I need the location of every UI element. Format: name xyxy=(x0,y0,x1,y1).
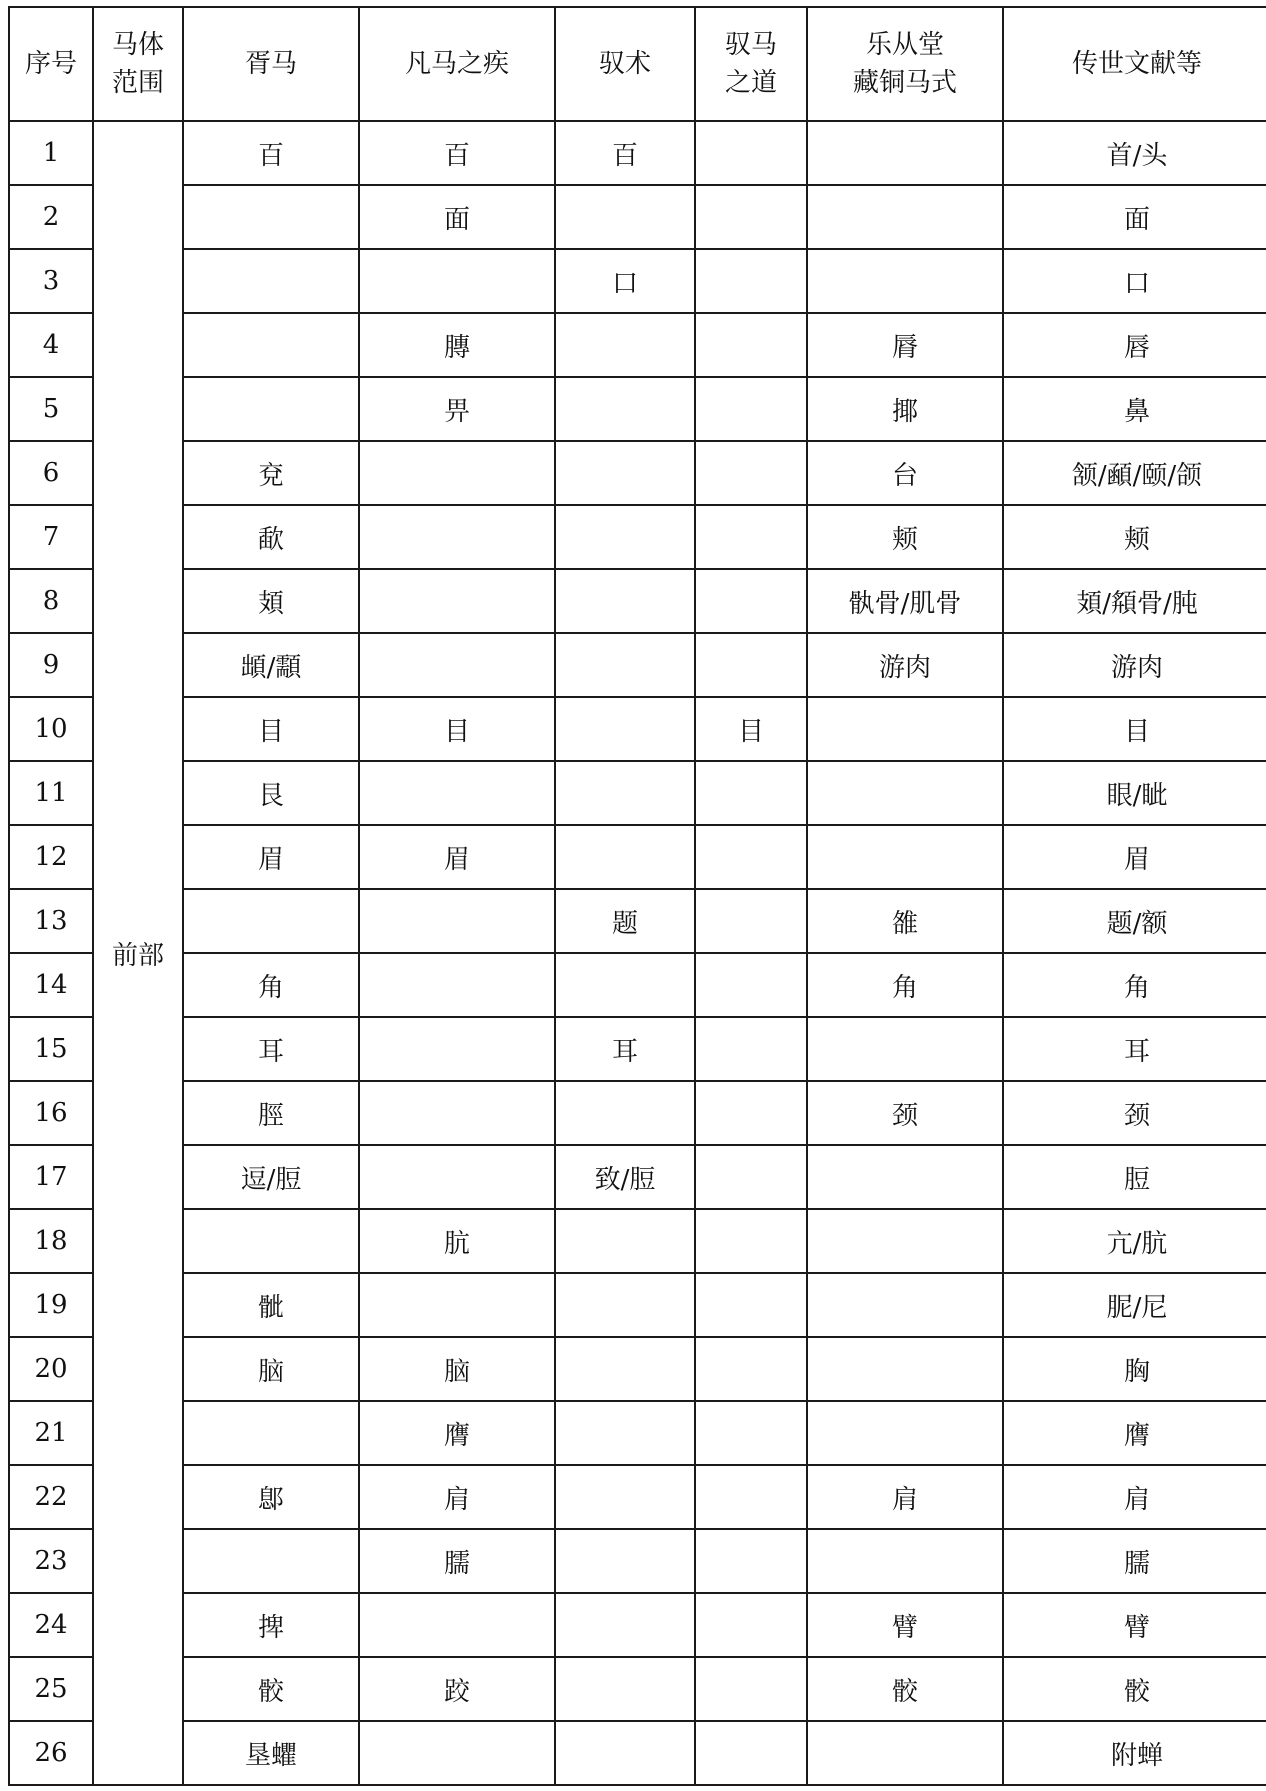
row-index-cell: 1 xyxy=(9,121,93,185)
row-index-cell: 7 xyxy=(9,505,93,569)
row-index-cell: 20 xyxy=(9,1337,93,1401)
table-cell xyxy=(555,1465,695,1529)
table-cell: 骹 xyxy=(807,1657,1003,1721)
table-body xyxy=(9,121,1266,1785)
table-row xyxy=(9,121,1266,185)
table-row xyxy=(9,505,1266,569)
table-cell: 脑 xyxy=(359,1337,555,1401)
table-cell: 颈 xyxy=(1003,1081,1266,1145)
table-cell xyxy=(695,1273,807,1337)
table-cell xyxy=(555,377,695,441)
table-row xyxy=(9,1721,1266,1785)
table-cell xyxy=(555,441,695,505)
table-cell: 肩 xyxy=(359,1465,555,1529)
table-cell xyxy=(359,633,555,697)
table-cell xyxy=(695,1657,807,1721)
table-cell: 垦蠷 xyxy=(183,1721,359,1785)
table-cell: 骹 xyxy=(183,1657,359,1721)
table-cell: 艮 xyxy=(183,761,359,825)
table-row xyxy=(9,1337,1266,1401)
table-cell xyxy=(695,1721,807,1785)
header-line: 胥马 xyxy=(244,49,297,79)
table-cell: 兗 xyxy=(183,441,359,505)
table-cell: 肩 xyxy=(807,1465,1003,1529)
header-line: 传世文献等 xyxy=(1071,49,1202,79)
table-cell xyxy=(555,313,695,377)
row-index-cell: 24 xyxy=(9,1593,93,1657)
header-line: 马体 xyxy=(111,30,164,60)
table-cell: 口 xyxy=(1003,249,1266,313)
table-cell xyxy=(695,825,807,889)
table-cell xyxy=(555,1529,695,1593)
row-index-cell: 22 xyxy=(9,1465,93,1529)
table-row xyxy=(9,761,1266,825)
table-cell: 脰 xyxy=(1003,1145,1266,1209)
table-cell xyxy=(695,1209,807,1273)
table-cell xyxy=(807,761,1003,825)
table-cell: 百 xyxy=(555,121,695,185)
table-cell: 臑 xyxy=(1003,1529,1266,1593)
table-row xyxy=(9,249,1266,313)
table-cell: 题/额 xyxy=(1003,889,1266,953)
table-cell xyxy=(183,1529,359,1593)
table-cell: 附蝉 xyxy=(1003,1721,1266,1785)
header-fanma-zhiji xyxy=(359,7,555,121)
table-cell: 题 xyxy=(555,889,695,953)
row-index-cell: 8 xyxy=(9,569,93,633)
table-cell xyxy=(555,185,695,249)
table-cell xyxy=(695,441,807,505)
table-cell xyxy=(695,1145,807,1209)
table-cell xyxy=(183,1209,359,1273)
table-cell xyxy=(555,1209,695,1273)
table-cell xyxy=(695,953,807,1017)
table-cell: 颈 xyxy=(807,1081,1003,1145)
table-row xyxy=(9,953,1266,1017)
table-cell xyxy=(695,889,807,953)
header-line: 驭术 xyxy=(598,49,651,79)
table-row xyxy=(9,569,1266,633)
table-cell xyxy=(359,1593,555,1657)
table-cell xyxy=(359,1081,555,1145)
row-index-cell: 5 xyxy=(9,377,93,441)
table-cell: 目 xyxy=(695,697,807,761)
table-cell xyxy=(695,1593,807,1657)
table-cell: 颔/顄/颐/颌 xyxy=(1003,441,1266,505)
table-row xyxy=(9,889,1266,953)
table-cell: 畀 xyxy=(359,377,555,441)
table-cell xyxy=(807,1721,1003,1785)
table-cell xyxy=(555,1657,695,1721)
table-cell: 角 xyxy=(183,953,359,1017)
table-cell: 鼻 xyxy=(1003,377,1266,441)
row-index-cell: 6 xyxy=(9,441,93,505)
header-line: 凡马之疾 xyxy=(404,49,509,79)
table-cell: 鄎 xyxy=(183,1465,359,1529)
table-cell: 游肉 xyxy=(807,633,1003,697)
table-row xyxy=(9,1401,1266,1465)
table-cell xyxy=(695,505,807,569)
row-index-cell: 19 xyxy=(9,1273,93,1337)
table-cell: 面 xyxy=(1003,185,1266,249)
row-index-cell: 10 xyxy=(9,697,93,761)
header-line: 驭马 xyxy=(724,30,777,60)
table-cell xyxy=(807,1529,1003,1593)
table-row xyxy=(9,1273,1266,1337)
table-cell xyxy=(695,249,807,313)
header-line: 之道 xyxy=(724,68,777,98)
table-row xyxy=(9,185,1266,249)
table-cell xyxy=(695,1529,807,1593)
table-cell: 臂 xyxy=(807,1593,1003,1657)
table-cell: 百 xyxy=(359,121,555,185)
table-cell: 膺 xyxy=(1003,1401,1266,1465)
table-cell xyxy=(183,185,359,249)
row-index-cell: 17 xyxy=(9,1145,93,1209)
table-cell xyxy=(359,953,555,1017)
table-cell xyxy=(807,1209,1003,1273)
table-cell: 骴 xyxy=(183,1273,359,1337)
table-cell xyxy=(695,1465,807,1529)
table-row xyxy=(9,1529,1266,1593)
table-cell xyxy=(807,825,1003,889)
table-cell xyxy=(807,185,1003,249)
header-xuma xyxy=(183,7,359,121)
table-cell: 颊 xyxy=(1003,505,1266,569)
table-cell xyxy=(807,121,1003,185)
table-cell: 肮 xyxy=(359,1209,555,1273)
row-index-cell: 9 xyxy=(9,633,93,697)
table-cell xyxy=(695,1017,807,1081)
table-cell xyxy=(359,1721,555,1785)
table-cell xyxy=(359,1017,555,1081)
row-index-cell: 21 xyxy=(9,1401,93,1465)
table-cell xyxy=(695,761,807,825)
header-row xyxy=(9,7,1266,121)
table-cell xyxy=(807,697,1003,761)
table-cell xyxy=(695,121,807,185)
table-cell xyxy=(695,569,807,633)
table-row xyxy=(9,1145,1266,1209)
table-cell: 游肉 xyxy=(1003,633,1266,697)
table-cell xyxy=(359,249,555,313)
table-cell: 臑 xyxy=(359,1529,555,1593)
table-cell xyxy=(695,313,807,377)
table-cell xyxy=(807,1401,1003,1465)
row-index-cell: 25 xyxy=(9,1657,93,1721)
comparison-table xyxy=(8,6,1266,1786)
row-index-cell: 13 xyxy=(9,889,93,953)
table-cell: 骹 xyxy=(1003,1657,1266,1721)
table-cell xyxy=(359,1145,555,1209)
table-row xyxy=(9,1593,1266,1657)
table-cell xyxy=(555,1337,695,1401)
table-cell: 骫骨/肌骨 xyxy=(807,569,1003,633)
table-row xyxy=(9,697,1266,761)
table-cell: 耳 xyxy=(555,1017,695,1081)
table-cell: 膺 xyxy=(359,1401,555,1465)
header-yuma-zhidao xyxy=(695,7,807,121)
row-index-cell: 23 xyxy=(9,1529,93,1593)
header-line: 序号 xyxy=(24,49,77,79)
table-cell xyxy=(555,1273,695,1337)
table-cell: 颊 xyxy=(807,505,1003,569)
row-index-cell: 11 xyxy=(9,761,93,825)
table-cell xyxy=(807,1017,1003,1081)
table-cell xyxy=(807,1145,1003,1209)
table-cell xyxy=(555,569,695,633)
table-cell: 耳 xyxy=(183,1017,359,1081)
table-cell: 眉 xyxy=(183,825,359,889)
table-row xyxy=(9,1465,1266,1529)
table-cell: 歃 xyxy=(183,505,359,569)
table-cell: 亢/肮 xyxy=(1003,1209,1266,1273)
table-cell: 目 xyxy=(359,697,555,761)
table-cell: 胒/尼 xyxy=(1003,1273,1266,1337)
table-cell: 唇 xyxy=(1003,313,1266,377)
table-cell xyxy=(359,761,555,825)
table-cell: 䪼/顬 xyxy=(183,633,359,697)
header-region xyxy=(93,7,183,121)
table-cell xyxy=(183,1401,359,1465)
table-row xyxy=(9,1081,1266,1145)
table-cell xyxy=(183,889,359,953)
region-cell: 前部 xyxy=(93,121,183,1785)
table-cell: 致/脰 xyxy=(555,1145,695,1209)
table-cell: 角 xyxy=(1003,953,1266,1017)
table-cell xyxy=(695,377,807,441)
table-cell: 跤 xyxy=(359,1657,555,1721)
header-line: 藏铜马式 xyxy=(852,68,957,98)
table-cell: 台 xyxy=(807,441,1003,505)
table-row xyxy=(9,1657,1266,1721)
table-cell xyxy=(359,569,555,633)
table-cell xyxy=(183,377,359,441)
table-cell: 口 xyxy=(555,249,695,313)
table-cell: 膞 xyxy=(359,313,555,377)
table-cell: 脣 xyxy=(807,313,1003,377)
table-row xyxy=(9,1017,1266,1081)
table-cell: 雒 xyxy=(807,889,1003,953)
table-cell xyxy=(555,1401,695,1465)
table-cell: 頍/頯骨/肫 xyxy=(1003,569,1266,633)
table-cell: 面 xyxy=(359,185,555,249)
table-cell: 胸 xyxy=(1003,1337,1266,1401)
table-cell xyxy=(359,889,555,953)
table-cell xyxy=(807,1337,1003,1401)
table-cell: 逗/脰 xyxy=(183,1145,359,1209)
table-cell xyxy=(183,313,359,377)
table-row xyxy=(9,633,1266,697)
header-line: 范围 xyxy=(111,68,164,98)
table-row xyxy=(9,313,1266,377)
table-cell: 首/头 xyxy=(1003,121,1266,185)
table-row xyxy=(9,825,1266,889)
table-cell xyxy=(807,1273,1003,1337)
table-cell: 頍 xyxy=(183,569,359,633)
table-cell xyxy=(695,1081,807,1145)
header-lecongtang xyxy=(807,7,1003,121)
table-cell xyxy=(555,633,695,697)
header-line: 乐从堂 xyxy=(865,30,944,60)
row-index-cell: 26 xyxy=(9,1721,93,1785)
table-cell xyxy=(183,249,359,313)
table-cell: 脛 xyxy=(183,1081,359,1145)
table-cell: 肩 xyxy=(1003,1465,1266,1529)
table-cell xyxy=(695,633,807,697)
table-cell: 耳 xyxy=(1003,1017,1266,1081)
table-cell xyxy=(359,441,555,505)
table-cell: 角 xyxy=(807,953,1003,1017)
table-cell: 揶 xyxy=(807,377,1003,441)
table-cell: 脑 xyxy=(183,1337,359,1401)
row-index-cell: 4 xyxy=(9,313,93,377)
row-index-cell: 3 xyxy=(9,249,93,313)
row-index-cell: 16 xyxy=(9,1081,93,1145)
table-cell xyxy=(555,953,695,1017)
table-cell: 目 xyxy=(1003,697,1266,761)
table-cell xyxy=(555,505,695,569)
row-index-cell: 12 xyxy=(9,825,93,889)
row-index-cell: 14 xyxy=(9,953,93,1017)
table-cell xyxy=(359,1273,555,1337)
row-index-cell: 18 xyxy=(9,1209,93,1273)
table-cell: 眉 xyxy=(1003,825,1266,889)
table-cell: 捭 xyxy=(183,1593,359,1657)
table-cell xyxy=(555,1721,695,1785)
table-row xyxy=(9,441,1266,505)
table-row xyxy=(9,377,1266,441)
table-cell xyxy=(555,1593,695,1657)
table-cell xyxy=(555,761,695,825)
table-cell xyxy=(695,1401,807,1465)
table-cell: 臂 xyxy=(1003,1593,1266,1657)
table-cell xyxy=(555,825,695,889)
table-cell xyxy=(555,1081,695,1145)
table-row xyxy=(9,1209,1266,1273)
table-cell xyxy=(807,249,1003,313)
header-literature xyxy=(1003,7,1266,121)
row-index-cell: 15 xyxy=(9,1017,93,1081)
table-cell xyxy=(695,185,807,249)
row-index-cell: 2 xyxy=(9,185,93,249)
table-cell: 目 xyxy=(183,697,359,761)
header-index xyxy=(9,7,93,121)
table-cell: 百 xyxy=(183,121,359,185)
table-cell xyxy=(695,1337,807,1401)
table-cell xyxy=(555,697,695,761)
header-yushu xyxy=(555,7,695,121)
table-cell xyxy=(359,505,555,569)
table-cell: 眼/眦 xyxy=(1003,761,1266,825)
table-cell: 眉 xyxy=(359,825,555,889)
